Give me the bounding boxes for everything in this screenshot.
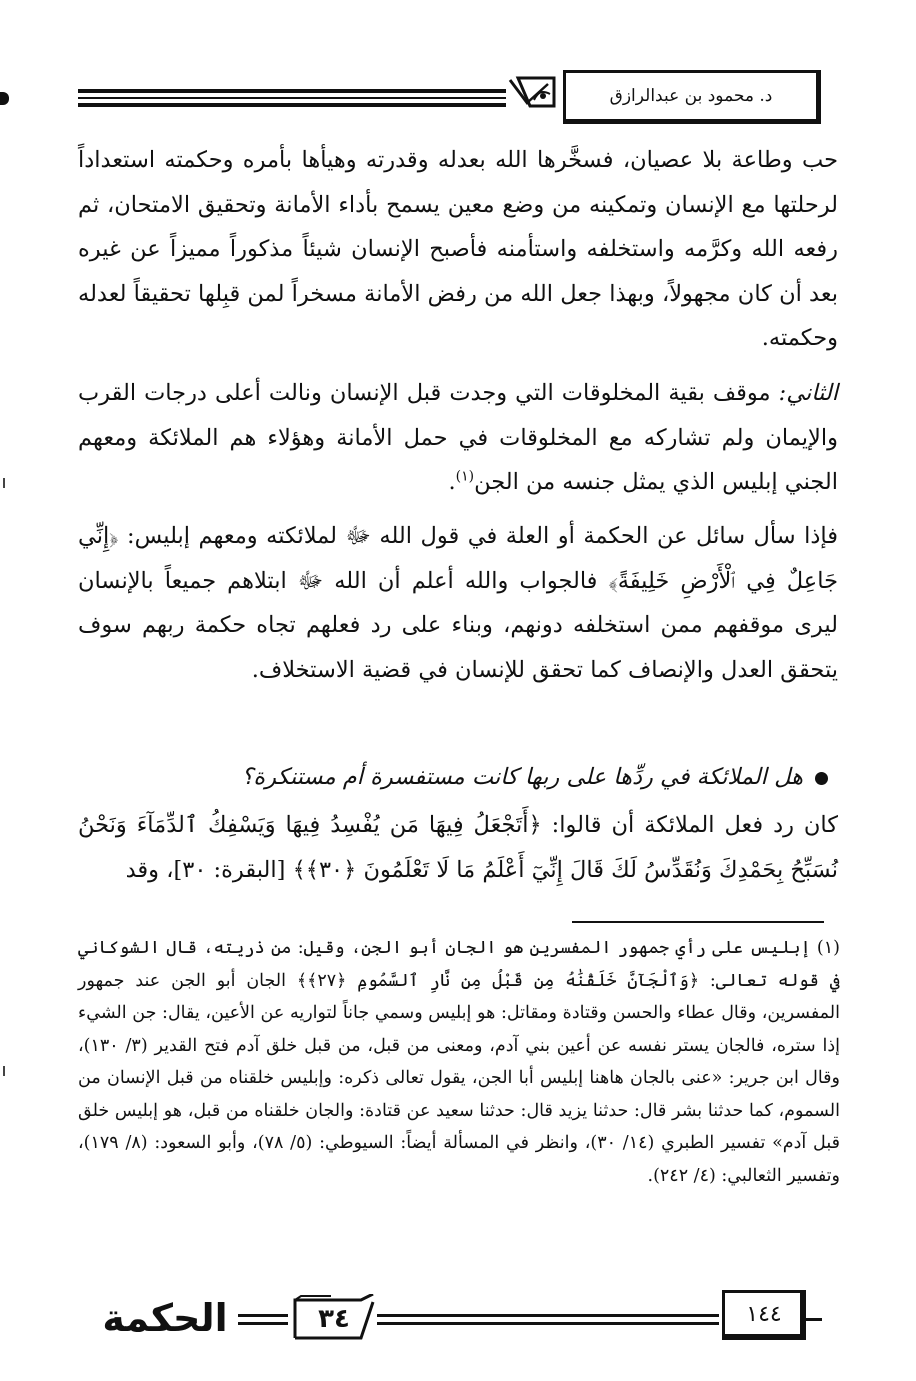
paragraph-4 — [78, 803, 838, 892]
author-name: د. محمود بن عبدالرازق — [609, 86, 773, 106]
header-rule-top — [78, 89, 506, 93]
footer-rule — [238, 1314, 288, 1317]
header-rule-middle — [78, 97, 506, 99]
magazine-logo: الحكمة — [102, 1296, 228, 1340]
paragraph-4-text-a: كان رد فعل الملائكة أن قالوا: — [541, 812, 839, 838]
paragraph-1: حب وطاعة بلا عصيان، فسخَّرها الله بعدله وقدرته وهيأها بأمره وحكمته استعداداً لرحلتها مع الإنسان وتمكينه من وضع معين يسمح بأداء الأمانة وتحقيق الامتحان، ثم رفعه الله وكرَّمه واستخلفه واستأمنه فأصبح الإنسان شيئاً مذكوراً مميزاً عن غيره بعد أن كان مجهولاً، وبهذا جعل الله من رفض الأمانة مسخراً لمن قبِلها تحقيقاً لعدله وحكمته. — [78, 147, 838, 351]
page-number: ١٤٤ — [746, 1302, 782, 1327]
paragraph-2-end: . — [448, 469, 456, 495]
footnote-separator — [572, 921, 824, 923]
footer-rule — [806, 1318, 822, 1321]
footnote-reference: (١) — [455, 468, 475, 485]
quran-citation: [البقرة: ٣٠]، وقد — [125, 856, 286, 883]
paragraph-3 — [78, 514, 838, 692]
footer-rule — [377, 1314, 719, 1317]
footer-rule — [377, 1322, 719, 1325]
bullet-question — [140, 755, 828, 799]
paragraph-3-text-a: فإذا سأل سائل عن الحكمة أو العلة في قول الله ﷻ لملائكته ومعهم إبليس: — [118, 523, 838, 549]
paragraph-3-text-b: فالجواب والله أعلم أن الله ﷻ ابتلاهم جميعاً بالإنسان ليرى موقفهم ممن استخلفه دونهم، وبناء على رد فعلهم تجاه حكمة ربهم سوف يتحقق العدل والإنصاف كما تحقق للإنسان في قضية الاستخلاف. — [78, 567, 838, 683]
footnote: (١) إبليس على رأي جمهور المفسرين هو الجان أبو الجن، وقيل: من ذريته، قال الشوكاني في قوله تعالى: ﴿وَٱلْجَآنَّ خَلَقْنَٰهُ مِن قَبْلُ مِن نَّارِ ٱلسَّمُومِ ﴿٢٧﴾﴾ الجان أبو الجن عند جمهور المفسرين، وقال عطاء والحسن وقتادة ومقاتل: هو إبليس وسمي جاناً لتواريه عن الأعين، يقال: جن الشيء إذا ستره، فالجان يستر نفسه عن أعين بني آدم، ومعنى من قبل، من قبل خلق آدم فتح القدير (٣/ ١٣٠)، وقال ابن جرير: «عنى بالجان هاهنا إبليس أبا الجن، يقول تعالى ذكره: وإبليس خلقناه من قبل الإنسان من السموم، كما حدثنا بشر قال: حدثنا يزيد قال: حدثنا سعيد عن قتادة: والجان خلقناه من قبل، هو إبليس خلق قبل آدم» تفسير الطبري (١٤/ ٣٠)، وانظر في المسألة أيضاً: السيوطي: (٥/ ٧٨)، وأبو السعود: (٨/ ١٧٩)، وتفسير الثعالبي: (٤/ ٢٤٢). — [78, 938, 841, 1186]
paragraph-2 — [78, 371, 838, 505]
paragraph-2-text: موقف بقية المخلوقات التي وجدت قبل الإنسان ونالت أعلى درجات القرب والإيمان ولم تشاركه مع المخلوقات في حمل الأمانة وهؤلاء هم الملائكة ومعهم الجني إبليس الذي يمثل جنسه من الجن — [78, 380, 838, 495]
quran-verse: ﴿إِنِّي جَاعِلٌ فِي ٱلْأَرْضِ خَلِيفَةً﴾ — [78, 523, 838, 594]
bullet-question-text: هل الملائكة في ردِّها على ربها كانت مستفسرة أم مستنكرة؟ — [241, 764, 803, 790]
header-rule-bottom — [78, 103, 506, 107]
author-header — [563, 70, 821, 124]
quran-verse: ﴿أَتَجْعَلُ فِيهَا مَن يُفْسِدُ فِيهَا وَيَسْفِكُ ٱلدِّمَآءَ وَنَحْنُ نُسَبِّحُ بِحَمْدِكَ وَنُقَدِّسُ لَكَ قَالَ إِنِّيٓ أَعْلَمُ مَا لَا تَعْلَمُونَ ﴿٣٠﴾﴾ — [78, 812, 838, 883]
pen-nib-icon — [508, 72, 560, 112]
margin-tick — [3, 1066, 5, 1076]
margin-tick — [3, 478, 5, 488]
paragraph-lead: الثاني: — [778, 380, 838, 406]
footer-rule — [238, 1322, 288, 1325]
bullet-icon — [815, 772, 828, 785]
margin-mark — [0, 92, 9, 105]
issue-number: ٣٤ — [318, 1304, 350, 1334]
